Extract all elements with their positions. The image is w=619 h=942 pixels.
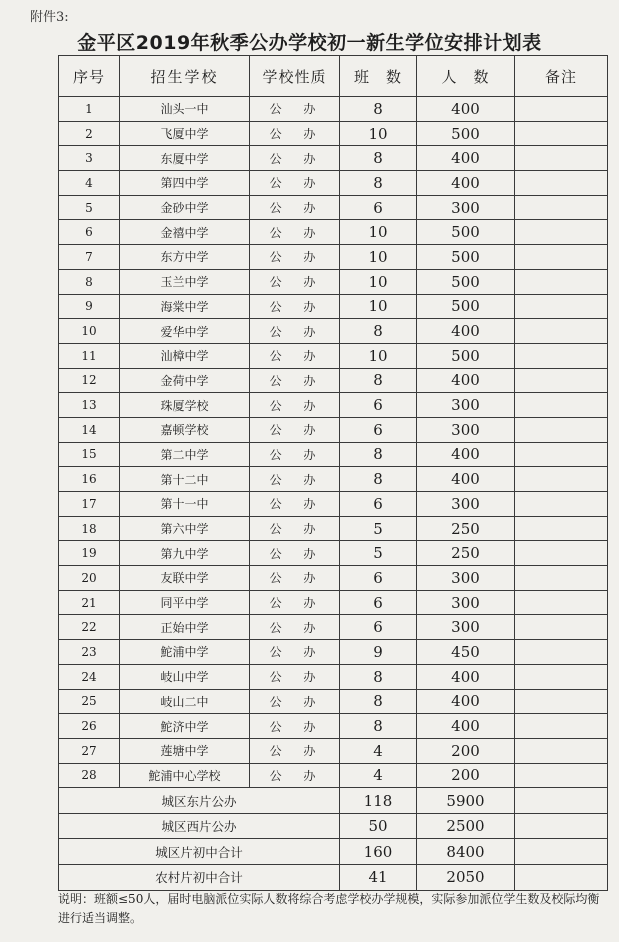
remark-cell <box>515 220 608 245</box>
student-count: 300 <box>417 492 515 517</box>
school-name: 同平中学 <box>120 590 250 615</box>
table-row <box>59 541 608 566</box>
table-row <box>59 467 608 492</box>
attachment-label: 附件3: <box>30 10 69 25</box>
summary-remark-cell <box>515 865 608 891</box>
class-count: 8 <box>340 664 417 689</box>
table-row <box>59 343 608 368</box>
class-count: 8 <box>340 319 417 344</box>
class-count: 10 <box>340 343 417 368</box>
school-nature: 公 办 <box>250 245 340 270</box>
enrollment-plan-table <box>58 55 608 891</box>
row-number: 21 <box>59 590 120 615</box>
student-count: 400 <box>417 146 515 171</box>
student-count: 200 <box>417 763 515 788</box>
summary-label: 城区片初中合计 <box>59 839 340 865</box>
class-count: 6 <box>340 566 417 591</box>
student-count: 400 <box>417 467 515 492</box>
summary-row <box>59 788 608 814</box>
school-nature: 公 办 <box>250 220 340 245</box>
row-number: 4 <box>59 171 120 196</box>
school-name: 金禧中学 <box>120 220 250 245</box>
row-number: 3 <box>59 146 120 171</box>
student-count: 300 <box>417 615 515 640</box>
student-count: 300 <box>417 393 515 418</box>
student-count: 400 <box>417 97 515 122</box>
school-nature: 公 办 <box>250 541 340 566</box>
school-name: 友联中学 <box>120 566 250 591</box>
class-count: 8 <box>340 146 417 171</box>
school-nature: 公 办 <box>250 615 340 640</box>
table-row <box>59 664 608 689</box>
student-count: 400 <box>417 689 515 714</box>
school-name: 正始中学 <box>120 615 250 640</box>
school-nature: 公 办 <box>250 492 340 517</box>
school-nature: 公 办 <box>250 763 340 788</box>
table-row <box>59 269 608 294</box>
remark-cell <box>515 171 608 196</box>
table-row <box>59 640 608 665</box>
student-count: 200 <box>417 738 515 763</box>
remark-cell <box>515 343 608 368</box>
remark-cell <box>515 689 608 714</box>
class-count: 5 <box>340 541 417 566</box>
class-count: 10 <box>340 220 417 245</box>
remark-cell <box>515 615 608 640</box>
summary-student-count: 8400 <box>417 839 515 865</box>
school-name: 珠厦学校 <box>120 393 250 418</box>
school-nature: 公 办 <box>250 417 340 442</box>
table-row <box>59 146 608 171</box>
header-school: 招生学校 <box>120 56 250 97</box>
row-number: 17 <box>59 492 120 517</box>
school-nature: 公 办 <box>250 714 340 739</box>
school-name: 汕头一中 <box>120 97 250 122</box>
class-count: 6 <box>340 417 417 442</box>
table-row <box>59 294 608 319</box>
table-row <box>59 245 608 270</box>
table-row <box>59 442 608 467</box>
remark-cell <box>515 664 608 689</box>
student-count: 400 <box>417 664 515 689</box>
school-name: 金砂中学 <box>120 195 250 220</box>
class-count: 8 <box>340 689 417 714</box>
class-count: 8 <box>340 714 417 739</box>
class-count: 4 <box>340 763 417 788</box>
summary-student-count: 5900 <box>417 788 515 814</box>
student-count: 400 <box>417 714 515 739</box>
row-number: 27 <box>59 738 120 763</box>
summary-class-count: 50 <box>340 813 417 839</box>
summary-row <box>59 813 608 839</box>
remark-cell <box>515 245 608 270</box>
summary-class-count: 41 <box>340 865 417 891</box>
table-row <box>59 417 608 442</box>
explanatory-note: 说明：班额≤50人，届时电脑派位实际人数将综合考虑学校办学规模，实际参加派位学生数及校际均衡进行适当调整。 <box>58 892 600 925</box>
school-name: 第九中学 <box>120 541 250 566</box>
summary-remark-cell <box>515 788 608 814</box>
school-nature: 公 办 <box>250 738 340 763</box>
student-count: 400 <box>417 319 515 344</box>
school-nature: 公 办 <box>250 393 340 418</box>
class-count: 10 <box>340 294 417 319</box>
school-name: 玉兰中学 <box>120 269 250 294</box>
header-students: 人 数 <box>417 56 515 97</box>
table-body <box>59 97 608 891</box>
remark-cell <box>515 590 608 615</box>
class-count: 10 <box>340 245 417 270</box>
table-row <box>59 615 608 640</box>
school-nature: 公 办 <box>250 195 340 220</box>
school-nature: 公 办 <box>250 97 340 122</box>
school-name: 鮀浦中学 <box>120 640 250 665</box>
summary-label: 农村片初中合计 <box>59 865 340 891</box>
school-nature: 公 办 <box>250 566 340 591</box>
class-count: 8 <box>340 368 417 393</box>
school-nature: 公 办 <box>250 121 340 146</box>
student-count: 250 <box>417 516 515 541</box>
row-number: 19 <box>59 541 120 566</box>
row-number: 24 <box>59 664 120 689</box>
row-number: 12 <box>59 368 120 393</box>
remark-cell <box>515 492 608 517</box>
school-name: 鮀济中学 <box>120 714 250 739</box>
table-row <box>59 319 608 344</box>
remark-cell <box>515 121 608 146</box>
table-row <box>59 516 608 541</box>
remark-cell <box>515 417 608 442</box>
school-nature: 公 办 <box>250 640 340 665</box>
school-name: 飞厦中学 <box>120 121 250 146</box>
class-count: 9 <box>340 640 417 665</box>
student-count: 500 <box>417 220 515 245</box>
school-name: 第四中学 <box>120 171 250 196</box>
school-name: 金荷中学 <box>120 368 250 393</box>
remark-cell <box>515 763 608 788</box>
table-row <box>59 121 608 146</box>
remark-cell <box>515 541 608 566</box>
remark-cell <box>515 442 608 467</box>
summary-student-count: 2500 <box>417 813 515 839</box>
school-name: 汕樟中学 <box>120 343 250 368</box>
student-count: 500 <box>417 245 515 270</box>
row-number: 8 <box>59 269 120 294</box>
table-row <box>59 738 608 763</box>
header-no: 序号 <box>59 56 120 97</box>
class-count: 8 <box>340 171 417 196</box>
class-count: 6 <box>340 615 417 640</box>
school-nature: 公 办 <box>250 343 340 368</box>
table-row <box>59 220 608 245</box>
row-number: 23 <box>59 640 120 665</box>
student-count: 400 <box>417 442 515 467</box>
student-count: 400 <box>417 171 515 196</box>
summary-remark-cell <box>515 839 608 865</box>
class-count: 6 <box>340 393 417 418</box>
table-header-row <box>59 56 608 97</box>
summary-remark-cell <box>515 813 608 839</box>
class-count: 6 <box>340 590 417 615</box>
school-name: 鮀浦中心学校 <box>120 763 250 788</box>
header-classes: 班 数 <box>340 56 417 97</box>
row-number: 28 <box>59 763 120 788</box>
row-number: 9 <box>59 294 120 319</box>
school-name: 第十一中 <box>120 492 250 517</box>
remark-cell <box>515 516 608 541</box>
table-row <box>59 689 608 714</box>
school-nature: 公 办 <box>250 368 340 393</box>
class-count: 10 <box>340 269 417 294</box>
student-count: 500 <box>417 121 515 146</box>
row-number: 16 <box>59 467 120 492</box>
remark-cell <box>515 467 608 492</box>
student-count: 500 <box>417 343 515 368</box>
student-count: 300 <box>417 590 515 615</box>
table-row <box>59 97 608 122</box>
table-row <box>59 171 608 196</box>
row-number: 2 <box>59 121 120 146</box>
table-row <box>59 368 608 393</box>
row-number: 20 <box>59 566 120 591</box>
remark-cell <box>515 97 608 122</box>
remark-cell <box>515 566 608 591</box>
school-nature: 公 办 <box>250 689 340 714</box>
school-name: 第六中学 <box>120 516 250 541</box>
remark-cell <box>515 714 608 739</box>
school-nature: 公 办 <box>250 467 340 492</box>
summary-row <box>59 839 608 865</box>
remark-cell <box>515 319 608 344</box>
row-number: 25 <box>59 689 120 714</box>
row-number: 10 <box>59 319 120 344</box>
remark-cell <box>515 146 608 171</box>
row-number: 11 <box>59 343 120 368</box>
row-number: 22 <box>59 615 120 640</box>
table-row <box>59 195 608 220</box>
summary-label: 城区西片公办 <box>59 813 340 839</box>
class-count: 4 <box>340 738 417 763</box>
remark-cell <box>515 393 608 418</box>
remark-cell <box>515 269 608 294</box>
class-count: 5 <box>340 516 417 541</box>
class-count: 10 <box>340 121 417 146</box>
student-count: 450 <box>417 640 515 665</box>
school-name: 第二中学 <box>120 442 250 467</box>
class-count: 8 <box>340 442 417 467</box>
summary-student-count: 2050 <box>417 865 515 891</box>
summary-class-count: 160 <box>340 839 417 865</box>
header-remark: 备注 <box>515 56 608 97</box>
school-name: 莲塘中学 <box>120 738 250 763</box>
table-row <box>59 714 608 739</box>
school-name: 岐山二中 <box>120 689 250 714</box>
page-title: 金平区2019年秋季公办学校初一新生学位安排计划表 <box>77 32 542 54</box>
table-row <box>59 566 608 591</box>
school-nature: 公 办 <box>250 146 340 171</box>
remark-cell <box>515 640 608 665</box>
summary-class-count: 118 <box>340 788 417 814</box>
remark-cell <box>515 195 608 220</box>
school-name: 东厦中学 <box>120 146 250 171</box>
row-number: 1 <box>59 97 120 122</box>
school-nature: 公 办 <box>250 516 340 541</box>
school-name: 海棠中学 <box>120 294 250 319</box>
school-name: 第十二中 <box>120 467 250 492</box>
class-count: 6 <box>340 492 417 517</box>
header-nature: 学校性质 <box>250 56 340 97</box>
remark-cell <box>515 368 608 393</box>
student-count: 300 <box>417 417 515 442</box>
school-name: 东方中学 <box>120 245 250 270</box>
table-row <box>59 393 608 418</box>
school-nature: 公 办 <box>250 319 340 344</box>
student-count: 300 <box>417 195 515 220</box>
remark-cell <box>515 294 608 319</box>
school-nature: 公 办 <box>250 442 340 467</box>
table-row <box>59 763 608 788</box>
student-count: 500 <box>417 294 515 319</box>
row-number: 14 <box>59 417 120 442</box>
school-nature: 公 办 <box>250 590 340 615</box>
table-row <box>59 492 608 517</box>
row-number: 7 <box>59 245 120 270</box>
table-row <box>59 590 608 615</box>
school-nature: 公 办 <box>250 664 340 689</box>
remark-cell <box>515 738 608 763</box>
school-name: 爱华中学 <box>120 319 250 344</box>
row-number: 13 <box>59 393 120 418</box>
school-nature: 公 办 <box>250 269 340 294</box>
student-count: 250 <box>417 541 515 566</box>
class-count: 8 <box>340 97 417 122</box>
school-name: 岐山中学 <box>120 664 250 689</box>
class-count: 8 <box>340 467 417 492</box>
class-count: 6 <box>340 195 417 220</box>
row-number: 26 <box>59 714 120 739</box>
student-count: 500 <box>417 269 515 294</box>
row-number: 6 <box>59 220 120 245</box>
student-count: 400 <box>417 368 515 393</box>
student-count: 300 <box>417 566 515 591</box>
summary-label: 城区东片公办 <box>59 788 340 814</box>
row-number: 15 <box>59 442 120 467</box>
school-nature: 公 办 <box>250 294 340 319</box>
summary-row <box>59 865 608 891</box>
school-nature: 公 办 <box>250 171 340 196</box>
row-number: 5 <box>59 195 120 220</box>
school-name: 嘉顿学校 <box>120 417 250 442</box>
row-number: 18 <box>59 516 120 541</box>
